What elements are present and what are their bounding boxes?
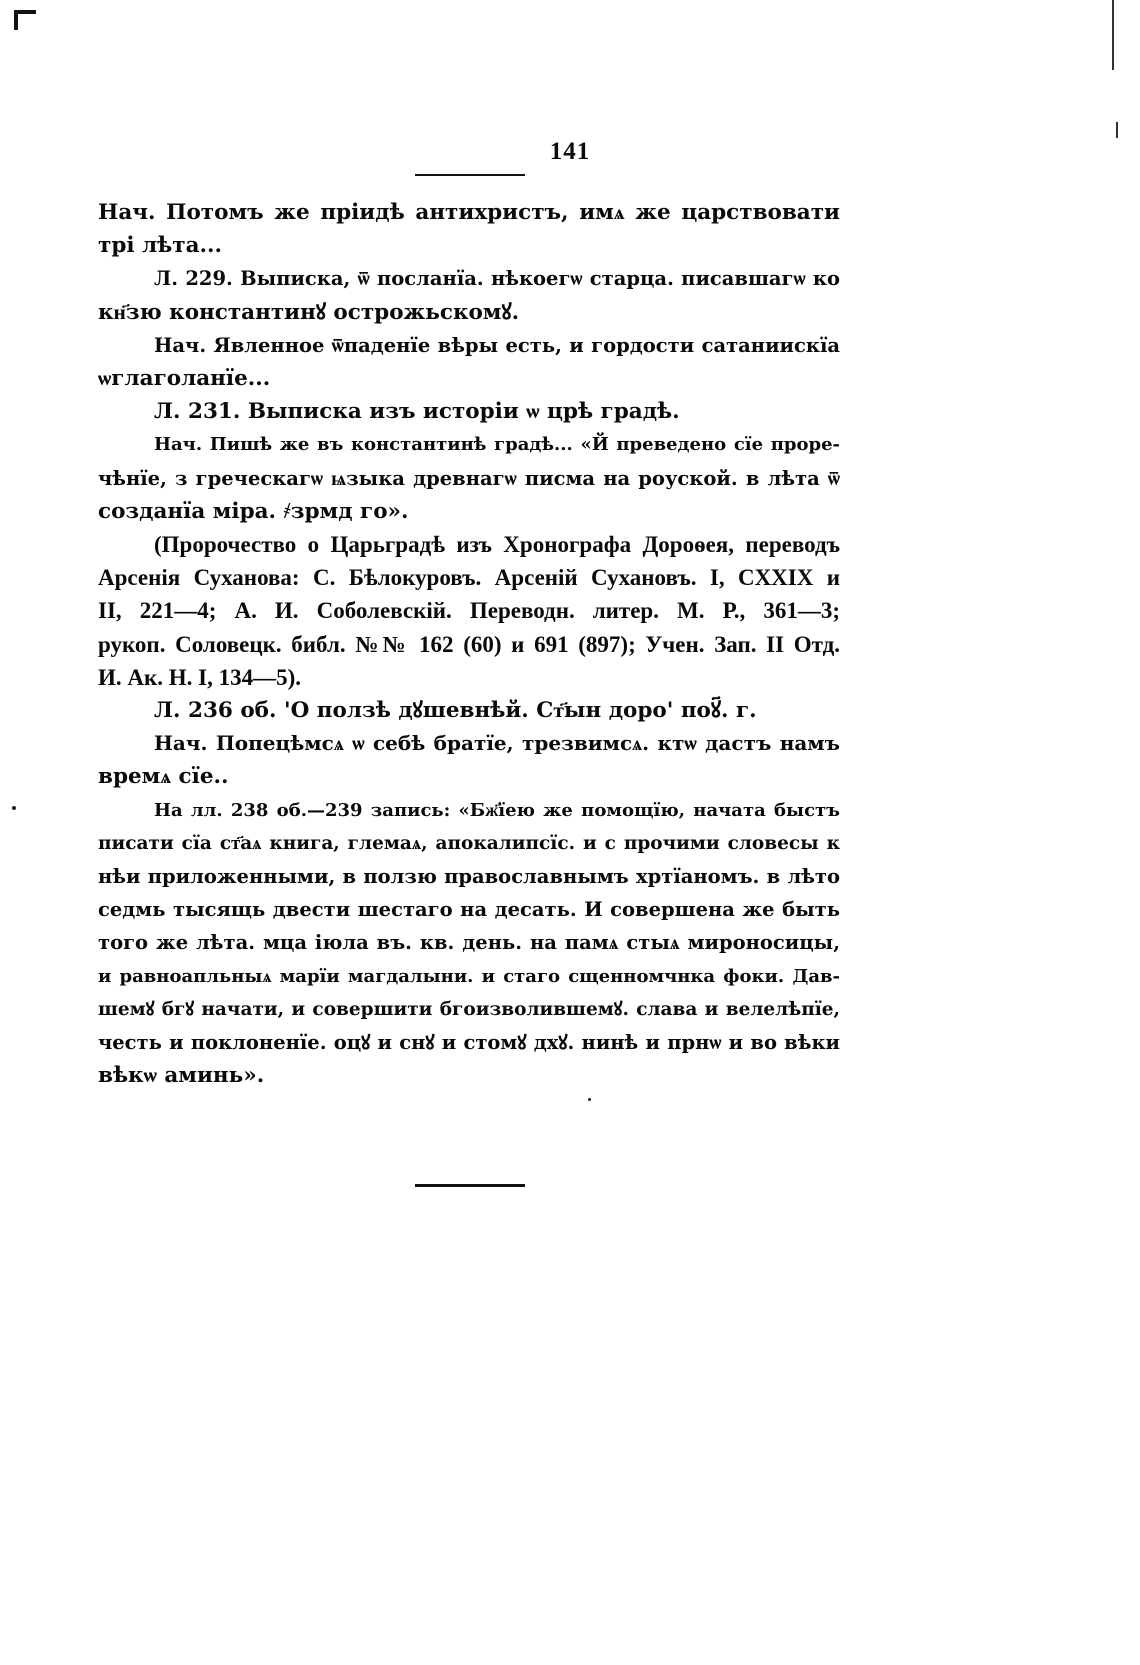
text-line: И. Ак. Н. I, 134—5). <box>98 664 302 690</box>
text-line: Нач. Попецѣмсѧ ѡ себѣ братїе, трезвимсѧ. ктѡ дастъ намъ <box>154 731 840 756</box>
text-line: Л. 236 об. 'О ползѣ дꙋшевнѣй. Ст҃ын доро' поꙋ҃. г. <box>154 698 757 724</box>
text-line: времѧ сїе.. <box>98 764 229 790</box>
text-line: (Пророчество о Царьградѣ изъ Хронографа Дороѳея, переводъ <box>154 532 840 558</box>
page-edge-line <box>1112 0 1114 70</box>
page-body <box>98 196 840 1092</box>
text-line: трі лѣта... <box>98 233 222 259</box>
text-line: кн҃зю константинꙋ острожьскомꙋ. <box>98 299 520 325</box>
text-line: Л. 231. Выписка изъ исторіи ѡ црѣ градѣ. <box>154 399 680 425</box>
text-line: ѡглаголанїе... <box>98 366 271 392</box>
text-line: шемꙋ бгꙋ начати, и совершити бгоизволившемꙋ. слава и велелѣпїе, <box>98 998 840 1020</box>
text-line: рукоп. Соловецк. библ. №№ 162 (60) и 691 (897); Учен. Зап. II Отд. <box>98 631 840 657</box>
text-line: честь и поклоненїе. оцꙋ и снꙋ и стомꙋ дхꙋ. нинѣ и прнѡ и во вѣки <box>98 1031 840 1055</box>
text-line: вѣкѡ аминь». <box>98 1063 265 1089</box>
text-line: того же лѣта. мца іюла въ. кв. день. на памѧ стыѧ мироносицы, <box>98 931 840 955</box>
text-line: нѣи приложенными, в ползю православнымъ хртїаномъ. в лѣто <box>98 865 840 889</box>
text-line: На лл. 238 об.—239 запись: «Бж҃їею же помощїю, начата быстъ <box>154 799 840 821</box>
text-line: II, 221—4; А. И. Соболевскій. Переводн. литер. М. Р., 361—3; <box>98 598 840 624</box>
end-rule <box>415 1184 525 1187</box>
text-line: Нач. Пишѣ же въ константинѣ градѣ... «Й преведено сїе проре- <box>154 434 840 456</box>
text-line: созданїа міра. ҂зрмд го». <box>98 498 409 524</box>
corner-crop-mark-vertical <box>14 10 18 30</box>
text-line: седмь тысящь двести шестаго на десать. И совершена же быть <box>98 898 840 922</box>
text-line: чѣнїе, з греческагѡ ѩзыка древнагѡ писма на роуской. в лѣта ѿ <box>98 466 840 490</box>
text-line: Нач. Потомъ же пріидѣ антихристъ, имѧ же царствовати <box>98 200 840 225</box>
page-number-underline <box>415 174 525 176</box>
text-line: и равноапльныѧ марїи магдалыни. и стаго сщенномчнка фоки. Дав- <box>98 965 840 987</box>
scan-speck <box>12 806 16 810</box>
text-line: Л. 229. Выписка, ѿ посланїа. нѣкоегѡ старца. писавшагѡ ко <box>154 267 840 291</box>
page-number: 141 <box>549 138 591 165</box>
page-edge-tick <box>1116 122 1118 138</box>
text-line: Нач. Явленное ѿпаденїе вѣры есть, и гордости сатаниискїа <box>154 333 840 357</box>
text-line: писати сїа ст҃аѧ книга, глемаѧ, апокалипсїс. и с прочими словесы к <box>98 832 840 854</box>
scan-speck <box>588 1098 591 1101</box>
text-line: Арсенія Суханова: С. Бѣлокуровъ. Арсеній Сухановъ. I, CXXIX и <box>98 565 840 591</box>
